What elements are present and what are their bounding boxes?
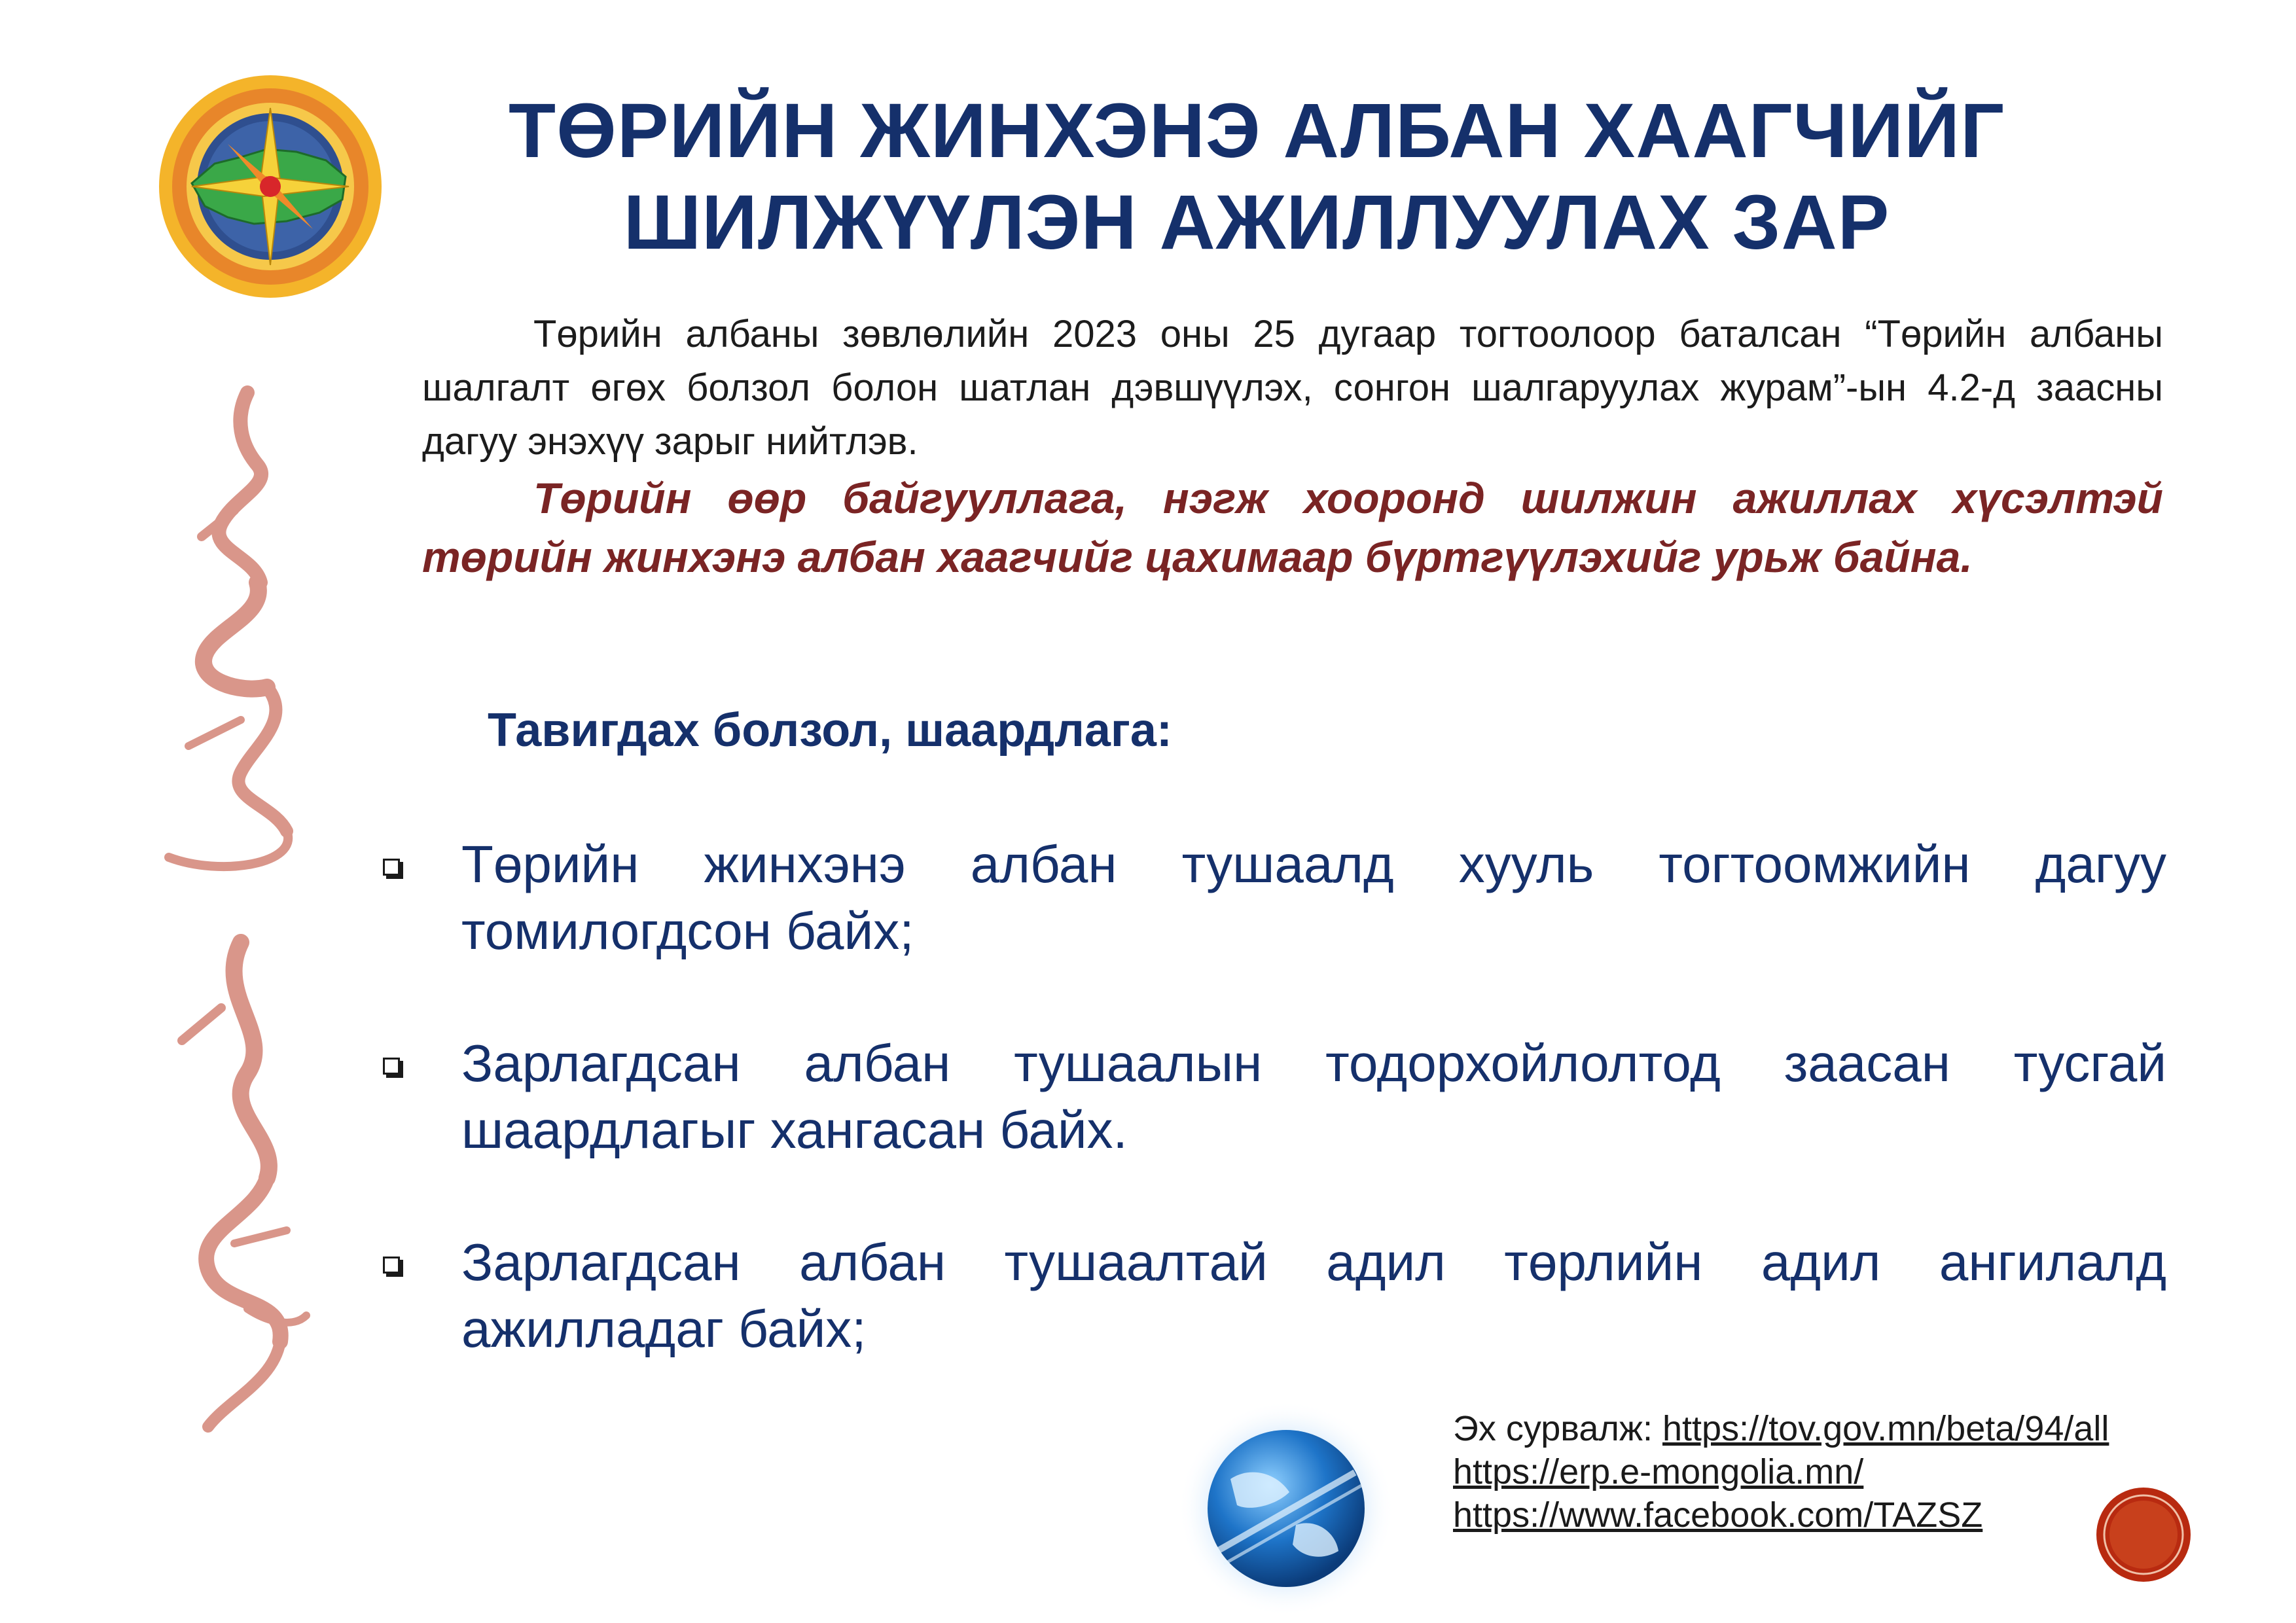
page-title <box>432 85 2081 268</box>
title-line-1: ТӨРИЙН ЖИНХЭНЭ АЛБАН ХААГЧИЙГ <box>509 88 2005 174</box>
requirement-text: Зарлагдсан албан тушаалтай адил төрлийн адил ангилалд ажилладаг байх; <box>461 1233 2166 1358</box>
corner-badge-icon <box>2094 1486 2193 1584</box>
checkbox-bullet-icon <box>383 1058 400 1075</box>
title-line-2: ШИЛЖҮҮЛЭН АЖИЛЛУУЛАХ ЗАР <box>623 179 1890 266</box>
list-item <box>376 1030 2166 1164</box>
checkbox-bullet-icon <box>383 1257 400 1274</box>
source-link-facebook[interactable]: https://www.facebook.com/TAZSZ <box>1453 1495 1983 1535</box>
sources-label: Эх сурвалж: <box>1453 1409 1662 1448</box>
intro-paragraph: Төрийн албаны зөвлөлийн 2023 оны 25 дугаар тогтоолоор баталсан “Төрийн албаны шалгалт өгөх болзол болон шатлан дэвшүүлэх, сонгон шалгаруулах журам”-ын 4.2-д заасны дагуу энэхүү зарыг нийтлэв. <box>422 313 2163 463</box>
sources-block <box>1453 1407 2109 1537</box>
intro-section <box>422 308 2163 586</box>
requirements-heading: Тавигдах болзол, шаардлага: <box>488 704 1172 757</box>
source-link-tov[interactable]: https://tov.gov.mn/beta/94/all <box>1662 1409 2109 1448</box>
source-link-erp[interactable]: https://erp.e-mongolia.mn/ <box>1453 1452 1864 1491</box>
globe-icon <box>1178 1400 1394 1616</box>
requirement-text: Төрийн жинхэнэ албан тушаалд хууль тогтоомжийн дагуу томилогдсон байх; <box>461 835 2166 960</box>
source-line-2 <box>1453 1450 2109 1493</box>
intro-highlight: Төрийн өөр байгууллага, нэгж хооронд шилжин ажиллах хүсэлтэй төрийн жинхэнэ албан хаагчийг цахимаар бүртгүүлэхийг урьж байна. <box>422 474 2163 581</box>
emblem-logo <box>156 72 385 301</box>
source-line-1 <box>1453 1407 2109 1450</box>
checkbox-bullet-icon <box>383 859 400 876</box>
calligraphy-decoration <box>143 380 339 1440</box>
requirements-list <box>376 831 2166 1428</box>
list-item <box>376 1229 2166 1363</box>
source-line-3 <box>1453 1493 2109 1537</box>
requirement-text: Зарлагдсан албан тушаалын тодорхойлолтод заасан тусгай шаардлагыг хангасан байх. <box>461 1034 2166 1159</box>
list-item <box>376 831 2166 965</box>
